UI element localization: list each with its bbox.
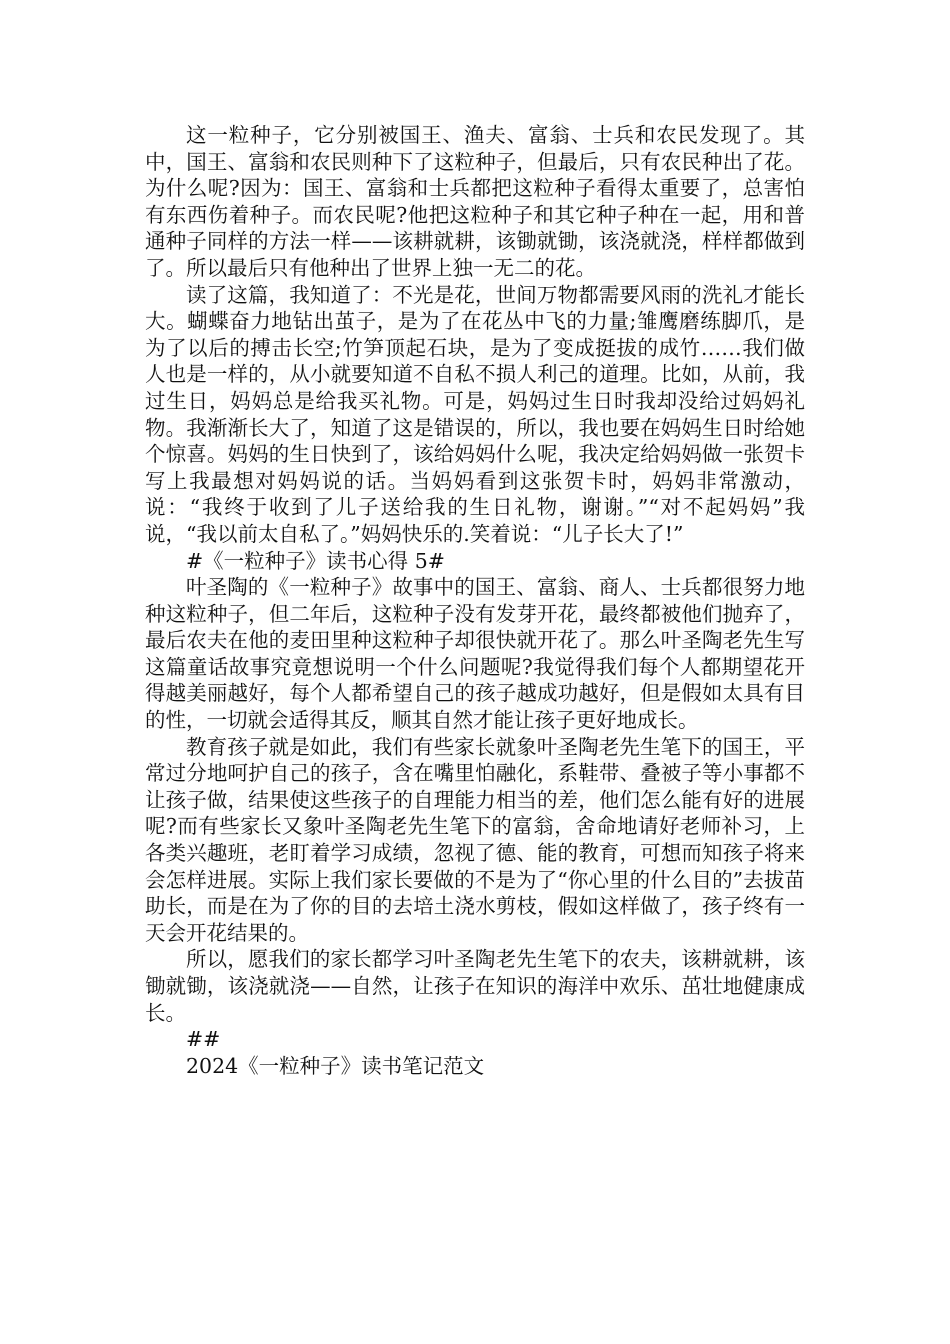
- next-article-title: 2024《一粒种子》读书笔记范文: [186, 1053, 485, 1078]
- document-page: [145, 122, 805, 1079]
- paragraph-ye-shengtao: 叶圣陶的《一粒种子》故事中的国王、富翁、商人、士兵都很努力地种这粒种子，但二年后，这粒种子没有发芽开花，最终都被他们抛弃了，最后农夫在他的麦田里种这粒种子却很快就开花了。那么叶圣陶老先生写这篇童话故事究竟想说明一个什么问题呢?我觉得我们每个人都期望花开得越美丽越好，每个人都希望自己的孩子越成功越好，但是假如太具有目的性，一切就会适得其反，顺其自然才能让孩子更好地成长。: [145, 575, 805, 733]
- section-separator: ##: [186, 1027, 221, 1052]
- paragraph-reflection: 读了这篇，我知道了：不光是花，世间万物都需要风雨的洗礼才能长大。蝴蝶奋力地钻出茧子，是为了在花丛中飞的力量;雏鹰磨练脚爪，是为了以后的搏击长空;竹笋顶起石块，是为了变成挺拔的成竹……我们做人也是一样的，从小就要知道不自私不损人利己的道理。比如，从前，我过生日，妈妈总是给我买礼物。可是，妈妈过生日时我却没给过妈妈礼物。我渐渐长大了，知道了这是错误的，所以，我也要在妈妈生日时给她个惊喜。妈妈的生日快到了，该给妈妈什么呢，我决定给妈妈做一张贺卡写上我最想对妈妈说的话。当妈妈看到这张贺卡时，妈妈非常激动，说：“我终于收到了儿子送给我的生日礼物，谢谢。”“对不起妈妈”我说，“我以前太自私了。”妈妈快乐的.笑着说：“儿子长大了!”: [145, 282, 805, 546]
- paragraph-education: 教育孩子就是如此，我们有些家长就象叶圣陶老先生笔下的国王，平常过分地呵护自己的孩子，含在嘴里怕融化，系鞋带、叠被子等小事都不让孩子做，结果使这些孩子的自理能力相当的差，他们怎么能有好的进展呢?而有些家长又象叶圣陶老先生笔下的富翁，舍命地请好老师补习，上各类兴趣班，老盯着学习成绩，忽视了德、能的教育，可想而知孩子将来会怎样进展。实际上我们家长要做的不是为了“你心里的什么目的”去拔苗助长，而是在为了你的目的去培土浇水剪枝，假如这样做了，孩子终有一天会开花结果的。: [145, 734, 805, 945]
- paragraph-seed-story: 这一粒种子，它分别被国王、渔夫、富翁、士兵和农民发现了。其中，国王、富翁和农民则种下了这粒种子，但最后，只有农民种出了花。为什么呢?因为：国王、富翁和士兵都把这粒种子看得太重要了，总害怕有东西伤着种子。而农民呢?他把这粒种子和其它种子种在一起，用和普通种子同样的方法一样——该耕就耕，该锄就锄，该浇就浇，样样都做到了。所以最后只有他种出了世界上独一无二的花。: [145, 123, 805, 280]
- section-heading-5: #《一粒种子》读书心得 5#: [186, 548, 445, 573]
- paragraph-conclusion: 所以，愿我们的家长都学习叶圣陶老先生笔下的农夫，该耕就耕，该锄就锄，该浇就浇——自然，让孩子在知识的海洋中欢乐、茁壮地健康成长。: [145, 947, 805, 1025]
